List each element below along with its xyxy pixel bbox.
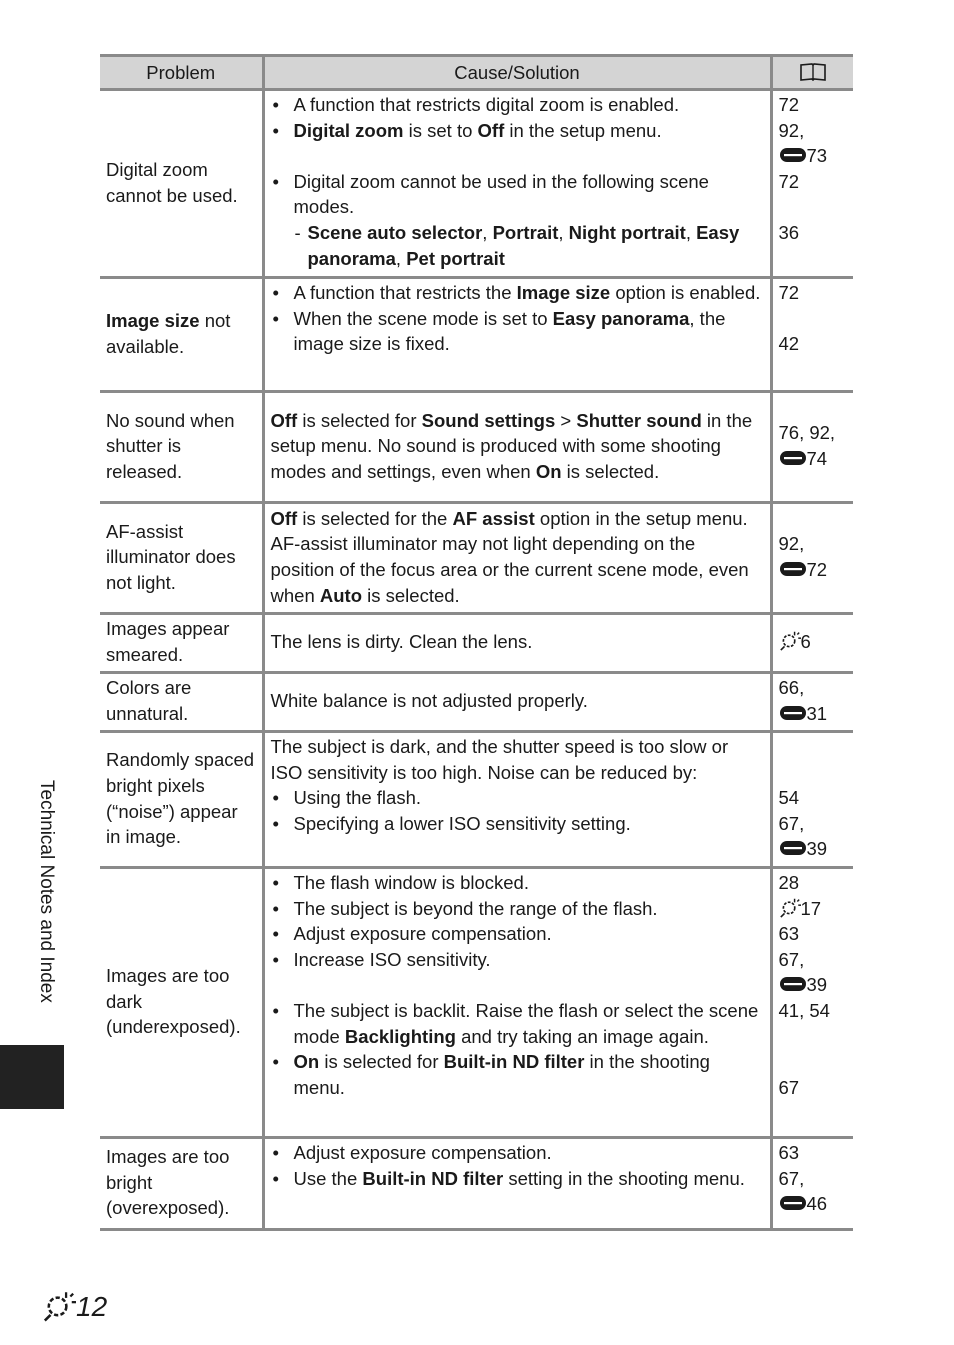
problem-cell: Digital zoom cannot be used. — [100, 90, 263, 278]
reference-section-icon — [779, 448, 807, 469]
ref-value: 36 — [778, 221, 800, 243]
table-header-row — [100, 56, 853, 90]
table-row — [100, 90, 853, 278]
ref-value: 72 — [778, 170, 800, 192]
problem-cell: Images are too dark (underexposed). — [100, 868, 263, 1138]
ref-cell — [771, 614, 853, 673]
ref-cell — [771, 1138, 853, 1230]
reference-section-icon — [779, 145, 807, 166]
ref-value: 67, — [778, 1167, 805, 1189]
ref-cell — [771, 673, 853, 732]
ref-value: 39 — [779, 836, 848, 862]
ref-value: 39 — [779, 972, 848, 998]
table-row — [100, 614, 853, 673]
table-row — [100, 278, 853, 392]
ref-value: 67 — [778, 1076, 800, 1098]
header-problem: Problem — [100, 56, 263, 90]
cause-cell: The lens is dirty. Clean the lens. — [263, 614, 771, 673]
list-item: • The subject is beyond the range of the flash. — [271, 896, 764, 922]
cause-cell — [263, 868, 771, 1138]
list-item: • Digital zoom cannot be used in the following scene modes. — [271, 169, 764, 220]
problem-cell: Colors are unnatural. — [100, 673, 263, 732]
reference-section-icon — [779, 703, 807, 724]
ref-value: 76, 92, — [778, 422, 836, 444]
header-cause: Cause/Solution — [263, 56, 771, 90]
problem-cell: Randomly spaced bright pixels (“noise”) appear in image. — [100, 732, 263, 868]
problem-cell: Images appear smeared. — [100, 614, 263, 673]
problem-cell: AF-assist illuminator does not light. — [100, 503, 263, 614]
header-ref — [771, 56, 853, 90]
problem-cell: No sound when shutter is released. — [100, 392, 263, 503]
list-item: • Using the flash. — [271, 785, 764, 811]
list-item: • Specifying a lower ISO sensitivity setting. — [271, 811, 764, 837]
list-item: • When the scene mode is set to Easy panorama, the image size is fixed. — [271, 306, 764, 357]
table-row — [100, 868, 853, 1138]
ref-cell — [771, 90, 853, 278]
cause-cell: White balance is not adjusted properly. — [263, 673, 771, 732]
ref-cell — [771, 732, 853, 868]
ref-value: 42 — [778, 333, 800, 355]
list-item: • Adjust exposure compensation. — [271, 1140, 764, 1166]
ref-value: 63 — [778, 1142, 800, 1163]
cause-intro: The subject is dark, and the shutter speed is too slow or ISO sensitivity is too high. Noise can be reduced by: — [270, 736, 729, 783]
ref-value: 67, — [778, 812, 805, 834]
ref-value: 72 — [778, 94, 800, 115]
ref-value: 72 — [778, 282, 800, 303]
list-item: • Use the Built-in ND filter setting in the shooting menu. — [271, 1166, 764, 1192]
ref-value: 66, — [778, 677, 805, 699]
list-item: • A function that restricts digital zoom is enabled. — [271, 92, 764, 118]
reference-section-icon — [779, 559, 807, 580]
list-item: - Scene auto selector, Portrait, Night portrait, Easy panorama, Pet portrait — [271, 220, 764, 271]
list-item: • On is selected for Built-in ND filter in the shooting menu. — [271, 1049, 764, 1100]
cause-cell — [263, 732, 771, 868]
technical-notes-icon — [42, 1288, 76, 1326]
ref-value: 73 — [779, 143, 848, 169]
technical-notes-icon — [779, 631, 801, 652]
list-item: • Digital zoom is set to Off in the setup menu. — [271, 118, 764, 144]
reference-section-icon — [779, 838, 807, 859]
book-icon — [799, 62, 827, 82]
ref-value: 6 — [779, 629, 848, 655]
ref-value: 67, — [778, 948, 805, 970]
ref-cell — [771, 868, 853, 1138]
cause-cell: Off is selected for Sound settings > Shutter sound in the setup menu. No sound is produced with some shooting modes and settings, even when On is selected. — [263, 392, 771, 503]
ref-value: 46 — [779, 1191, 848, 1217]
ref-value: 17 — [779, 896, 848, 922]
list-item: • Increase ISO sensitivity. — [271, 947, 764, 973]
page-number: 12 — [42, 1288, 107, 1326]
problem-cell: Images are too bright (overexposed). — [100, 1138, 263, 1230]
technical-notes-icon — [779, 898, 801, 919]
troubleshooting-table — [100, 54, 853, 1231]
ref-value: 31 — [779, 701, 848, 727]
ref-cell — [771, 392, 853, 503]
cause-cell: Off is selected for the AF assist option in the setup menu. AF-assist illuminator may not light depending on the position of the focus area or the current scene mode, even when Auto is selected. — [263, 503, 771, 614]
ref-value: 63 — [778, 923, 800, 945]
reference-section-icon — [779, 1193, 807, 1214]
table-row — [100, 392, 853, 503]
problem-cell: Image size not available. — [100, 278, 263, 392]
ref-value: 41, 54 — [778, 999, 830, 1021]
list-item: • Adjust exposure compensation. — [271, 921, 764, 947]
cause-cell — [263, 1138, 771, 1230]
ref-value: 92, — [778, 533, 805, 555]
ref-cell — [771, 278, 853, 392]
list-item: • The subject is backlit. Raise the flash or select the scene mode Backlighting and try taking an image again. — [271, 998, 764, 1049]
ref-value: 54 — [778, 787, 800, 809]
cause-cell — [263, 90, 771, 278]
table-row — [100, 503, 853, 614]
table-row — [100, 1138, 853, 1230]
list-item: • A function that restricts the Image size option is enabled. — [271, 280, 764, 306]
ref-value: 92, — [778, 119, 805, 141]
list-item: • The flash window is blocked. — [271, 870, 764, 896]
cause-cell — [263, 278, 771, 392]
ref-value: 28 — [778, 872, 800, 893]
table-row — [100, 732, 853, 868]
side-tab-label: Technical Notes and Index — [36, 780, 57, 1003]
side-tab-marker — [0, 1045, 64, 1109]
ref-value: 74 — [779, 446, 848, 472]
ref-cell — [771, 503, 853, 614]
ref-value: 72 — [779, 557, 848, 583]
reference-section-icon — [779, 974, 807, 995]
table-row — [100, 673, 853, 732]
